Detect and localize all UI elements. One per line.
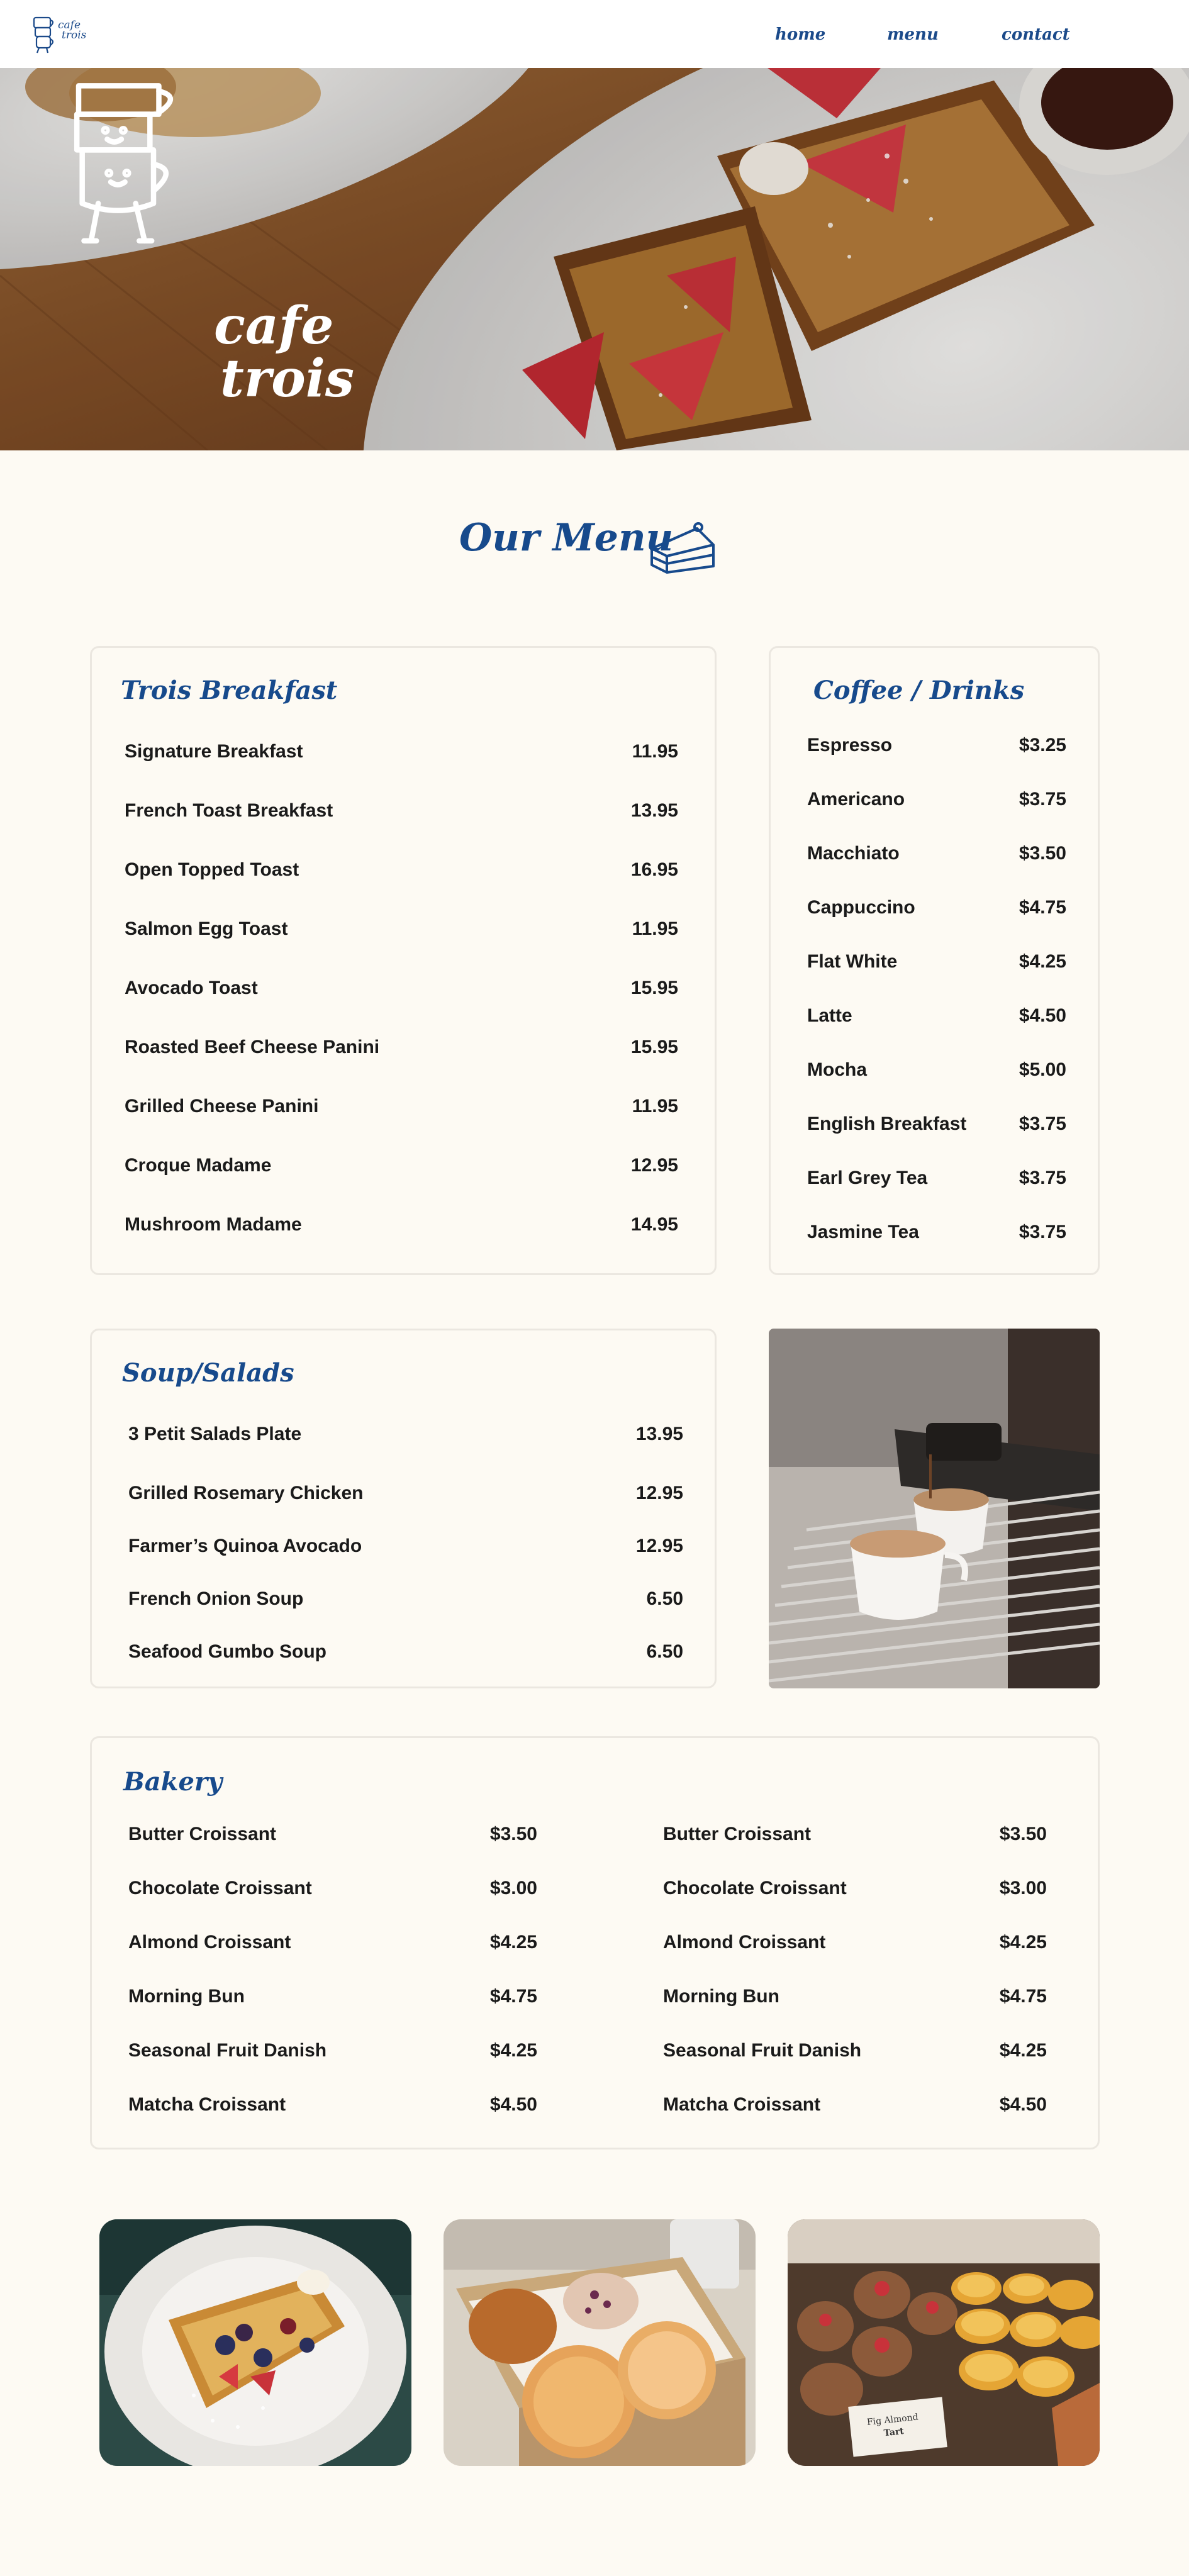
item-price: 16.95 <box>630 859 678 880</box>
menu-item[interactable] <box>807 789 1066 810</box>
cafe-trois-mascot-icon <box>0 68 264 282</box>
menu-item[interactable] <box>663 1932 1047 1953</box>
item-price: $4.25 <box>999 1932 1047 1953</box>
menu-item[interactable] <box>807 1059 1066 1081</box>
menu-item[interactable] <box>807 735 1066 756</box>
menu-item[interactable] <box>663 1986 1047 2007</box>
menu-item[interactable] <box>125 918 678 940</box>
nav-logo-line1: cafe <box>58 19 81 31</box>
menu-item[interactable] <box>128 1986 537 2007</box>
item-name: French Onion Soup <box>128 1588 304 1609</box>
item-name: Chocolate Croissant <box>128 1878 312 1899</box>
menu-item[interactable] <box>125 741 678 762</box>
menu-item[interactable] <box>807 1113 1066 1135</box>
item-name: Seafood Gumbo Soup <box>128 1641 327 1662</box>
item-price: $4.25 <box>999 2040 1047 2061</box>
item-price: $3.75 <box>1019 1222 1066 1242</box>
item-price: 12.95 <box>635 1483 683 1503</box>
item-price: $4.25 <box>489 2040 537 2061</box>
menu-item[interactable] <box>663 2094 1047 2116</box>
breakfast-title: Trois Breakfast <box>121 676 338 705</box>
menu-item[interactable] <box>128 1932 537 1953</box>
item-name: Jasmine Tea <box>807 1222 919 1242</box>
item-name: English Breakfast <box>807 1113 967 1134</box>
item-price: $4.25 <box>489 1932 537 1953</box>
nav-logo-text[interactable] <box>58 20 86 40</box>
item-name: Chocolate Croissant <box>663 1878 847 1899</box>
item-price: $4.50 <box>1019 1005 1066 1026</box>
item-price: $5.00 <box>1019 1059 1066 1080</box>
item-price: $4.75 <box>1019 897 1066 918</box>
menu-item[interactable] <box>807 843 1066 864</box>
item-name: Morning Bun <box>128 1986 245 2007</box>
menu-item[interactable] <box>128 1588 683 1610</box>
menu-title: Our Menu <box>459 516 674 560</box>
item-name: Almond Croissant <box>663 1932 826 1953</box>
menu-item[interactable] <box>807 897 1066 918</box>
menu-item[interactable] <box>128 1641 683 1663</box>
item-name: Morning Bun <box>663 1986 779 2007</box>
menu-item[interactable] <box>663 1878 1047 1899</box>
item-price: 6.50 <box>646 1588 683 1609</box>
menu-item[interactable] <box>807 951 1066 973</box>
nav-link-menu[interactable]: menu <box>887 25 939 44</box>
menu-item[interactable] <box>128 1824 537 1845</box>
item-price: 15.95 <box>630 1037 678 1057</box>
item-name: Avocado Toast <box>125 978 258 998</box>
soups-card <box>90 1329 717 1688</box>
item-price: $3.50 <box>1019 843 1066 864</box>
menu-item[interactable] <box>128 2094 537 2116</box>
item-price: 13.95 <box>635 1424 683 1444</box>
item-price: $3.00 <box>489 1878 537 1899</box>
item-price: $4.50 <box>999 2094 1047 2115</box>
menu-item[interactable] <box>125 1037 678 1058</box>
menu-item[interactable] <box>128 2040 537 2061</box>
hero-brand-line1: cafe <box>214 296 334 356</box>
item-price: $3.50 <box>999 1824 1047 1844</box>
drinks-title: Coffee / Drinks <box>813 676 1025 705</box>
item-name: Americano <box>807 789 905 810</box>
menu-item[interactable] <box>128 1536 683 1557</box>
menu-item[interactable] <box>663 1824 1047 1845</box>
breakfast-card <box>90 646 717 1275</box>
item-name: Open Topped Toast <box>125 859 299 880</box>
tart-label-line1: Fig Almond <box>866 2412 919 2428</box>
item-name: Matcha Croissant <box>128 2094 286 2115</box>
item-name: Cappuccino <box>807 897 915 918</box>
item-price: $3.00 <box>999 1878 1047 1899</box>
menu-item[interactable] <box>125 978 678 999</box>
menu-item[interactable] <box>128 1483 683 1504</box>
item-name: Almond Croissant <box>128 1932 291 1953</box>
hero-brand-line2: trois <box>220 348 355 409</box>
item-price: $4.75 <box>489 1986 537 2007</box>
soups-title: Soup/Salads <box>122 1358 294 1388</box>
item-name: Croque Madame <box>125 1155 272 1176</box>
item-name: Farmer’s Quinoa Avocado <box>128 1536 362 1556</box>
item-price: 11.95 <box>632 918 678 939</box>
item-price: $3.25 <box>1019 735 1066 756</box>
item-name: Flat White <box>807 951 898 972</box>
menu-item[interactable] <box>128 1878 537 1899</box>
item-price: $3.75 <box>1019 1168 1066 1188</box>
nav-logo-line2: trois <box>62 29 87 42</box>
menu-item[interactable] <box>807 1168 1066 1189</box>
nav-link-home[interactable]: home <box>775 25 826 44</box>
hero-banner <box>0 68 1189 450</box>
menu-item[interactable] <box>125 1096 678 1117</box>
item-name: Mocha <box>807 1059 868 1080</box>
menu-item[interactable] <box>125 859 678 881</box>
item-name: Roasted Beef Cheese Panini <box>125 1037 380 1057</box>
item-name: Seasonal Fruit Danish <box>663 2040 862 2061</box>
item-name: Espresso <box>807 735 893 756</box>
item-price: 14.95 <box>630 1214 678 1235</box>
menu-item[interactable] <box>125 800 678 822</box>
item-price: 15.95 <box>630 978 678 998</box>
crepe-photo <box>99 2219 411 2466</box>
item-price: 12.95 <box>630 1155 678 1176</box>
menu-item[interactable] <box>128 1424 683 1445</box>
item-name: Butter Croissant <box>128 1824 277 1844</box>
item-name: Salmon Egg Toast <box>125 918 288 939</box>
item-price: 13.95 <box>630 800 678 821</box>
menu-item[interactable] <box>125 1214 678 1235</box>
tart-label-line2: Tart <box>883 2426 905 2439</box>
item-name: Earl Grey Tea <box>807 1168 928 1188</box>
item-price: 12.95 <box>635 1536 683 1556</box>
hero-brand-text <box>214 296 355 409</box>
item-name: Grilled Rosemary Chicken <box>128 1483 364 1503</box>
bakery-card <box>90 1736 1100 2149</box>
item-name: Grilled Cheese Panini <box>125 1096 319 1117</box>
item-name: Mushroom Madame <box>125 1214 302 1235</box>
item-price: $3.50 <box>489 1824 537 1844</box>
top-nav <box>0 0 1189 68</box>
item-price: 11.95 <box>632 741 678 762</box>
menu-item[interactable] <box>807 1222 1066 1243</box>
item-price: $4.25 <box>1019 951 1066 972</box>
pastry-box-photo <box>444 2219 756 2466</box>
espresso-photo <box>769 1329 1100 1688</box>
item-name: Latte <box>807 1005 852 1026</box>
bakery-title: Bakery <box>123 1767 223 1797</box>
item-price: $4.75 <box>999 1986 1047 2007</box>
item-price: $3.75 <box>1019 789 1066 810</box>
item-name: Signature Breakfast <box>125 741 303 762</box>
menu-item[interactable] <box>663 2040 1047 2061</box>
item-name: 3 Petit Salads Plate <box>128 1424 302 1444</box>
cake-slice-icon <box>648 520 717 576</box>
menu-item[interactable] <box>125 1155 678 1176</box>
item-price: $4.50 <box>489 2094 537 2115</box>
item-name: Matcha Croissant <box>663 2094 821 2115</box>
item-price: 11.95 <box>632 1096 678 1117</box>
drinks-card <box>769 646 1100 1275</box>
item-price: 6.50 <box>646 1641 683 1662</box>
tarts-photo <box>788 2219 1100 2466</box>
menu-item[interactable] <box>807 1005 1066 1027</box>
item-name: French Toast Breakfast <box>125 800 333 821</box>
item-name: Butter Croissant <box>663 1824 812 1844</box>
item-price: $3.75 <box>1019 1113 1066 1134</box>
item-name: Seasonal Fruit Danish <box>128 2040 327 2061</box>
item-name: Macchiato <box>807 843 900 864</box>
nav-link-contact[interactable]: contact <box>1002 25 1070 44</box>
